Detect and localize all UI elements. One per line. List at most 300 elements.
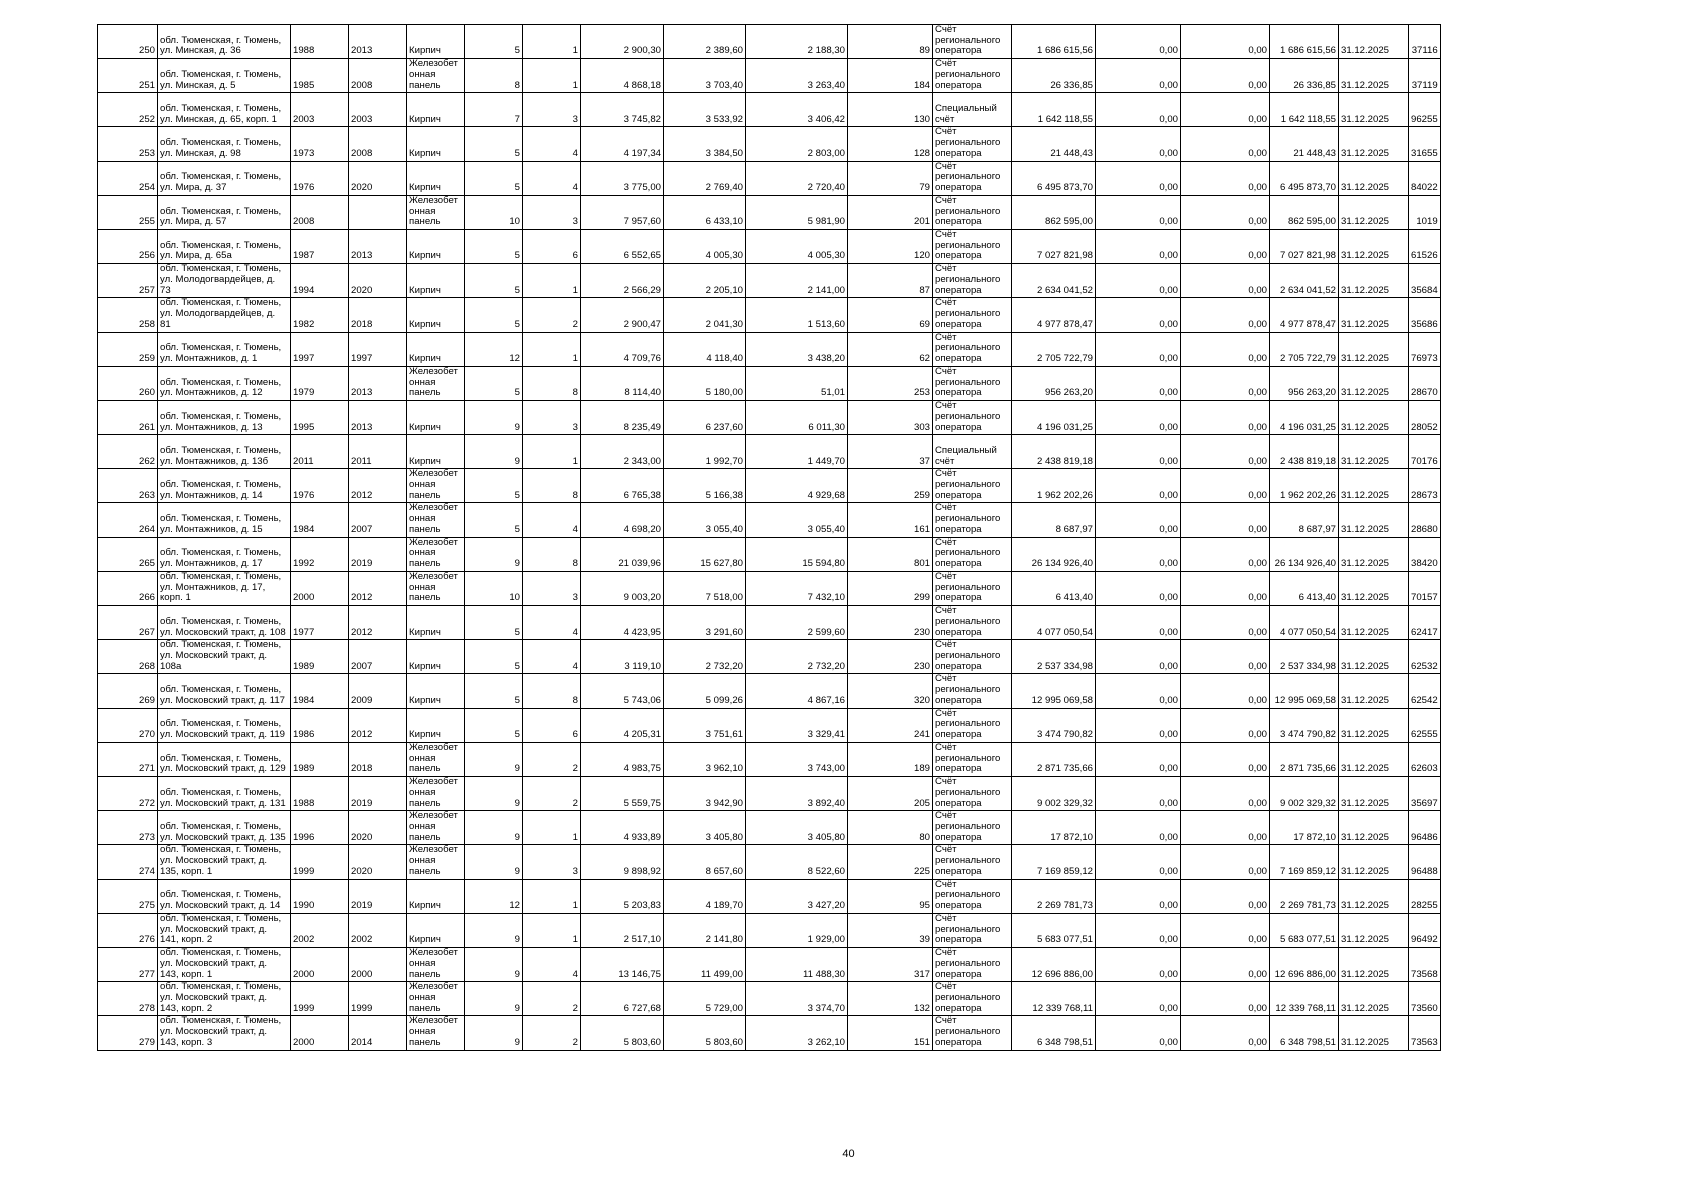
residents-cell: 120: [848, 230, 933, 264]
repair-year-cell: 2000: [349, 948, 407, 982]
wall-material-cell: Кирпич: [407, 127, 465, 161]
house-id-cell: 62555: [1409, 708, 1441, 742]
house-id-cell: 73563: [1409, 1016, 1441, 1050]
spent-cell: 0,00: [1181, 708, 1270, 742]
total-area-cell: 4 423,95: [581, 606, 664, 640]
date-cell: 31.12.2025: [1339, 777, 1409, 811]
row-number: 258: [98, 298, 158, 332]
build-year-cell: 1977: [291, 606, 349, 640]
house-id-cell: 62603: [1409, 742, 1441, 776]
address-cell: обл. Тюменская, г. Тюмень, ул. Московский тракт, д. 143, корп. 3: [158, 1016, 291, 1050]
floors-cell: 5: [465, 469, 523, 503]
address-cell: обл. Тюменская, г. Тюмень, ул. Монтажников, д. 15: [158, 503, 291, 537]
row-number: 270: [98, 708, 158, 742]
total-cell: 1 642 118,55: [1270, 93, 1339, 127]
owned-area-cell: 2 732,20: [746, 640, 848, 674]
build-year-cell: 1973: [291, 127, 349, 161]
repair-year-cell: 2011: [349, 435, 407, 469]
spent-cell: 0,00: [1181, 913, 1270, 947]
date-cell: 31.12.2025: [1339, 913, 1409, 947]
residents-cell: 79: [848, 161, 933, 195]
owned-area-cell: 3 329,41: [746, 708, 848, 742]
residents-cell: 184: [848, 59, 933, 93]
residents-cell: 189: [848, 742, 933, 776]
total-area-cell: 4 698,20: [581, 503, 664, 537]
repair-year-cell: 2003: [349, 93, 407, 127]
floors-cell: 12: [465, 332, 523, 366]
fund-account-cell: Счёт регионального оператора: [933, 469, 1012, 503]
date-cell: 31.12.2025: [1339, 230, 1409, 264]
address-cell: обл. Тюменская, г. Тюмень, ул. Минская, д. 65, корп. 1: [158, 93, 291, 127]
build-year-cell: 1986: [291, 708, 349, 742]
total-cell: 2 269 781,73: [1270, 879, 1339, 913]
living-area-cell: 2 769,40: [664, 161, 746, 195]
repair-year-cell: 1997: [349, 332, 407, 366]
entrances-cell: 4: [523, 127, 581, 161]
date-cell: 31.12.2025: [1339, 606, 1409, 640]
table-row: [98, 25, 1441, 59]
house-id-cell: 73568: [1409, 948, 1441, 982]
row-number: 266: [98, 571, 158, 605]
fund-account-cell: Счёт регионального оператора: [933, 298, 1012, 332]
owned-area-cell: 51,01: [746, 366, 848, 400]
total-area-cell: 3 119,10: [581, 640, 664, 674]
date-cell: 31.12.2025: [1339, 401, 1409, 435]
living-area-cell: 15 627,80: [664, 537, 746, 571]
debt-cell: 0,00: [1096, 982, 1181, 1016]
entrances-cell: 3: [523, 93, 581, 127]
floors-cell: 12: [465, 879, 523, 913]
owned-area-cell: 3 892,40: [746, 777, 848, 811]
residents-cell: 201: [848, 195, 933, 229]
total-area-cell: 9 003,20: [581, 571, 664, 605]
total-area-cell: 2 343,00: [581, 435, 664, 469]
date-cell: 31.12.2025: [1339, 982, 1409, 1016]
entrances-cell: 1: [523, 332, 581, 366]
total-area-cell: 2 900,47: [581, 298, 664, 332]
floors-cell: 9: [465, 948, 523, 982]
address-cell: обл. Тюменская, г. Тюмень, ул. Монтажников, д. 17: [158, 537, 291, 571]
residents-cell: 130: [848, 93, 933, 127]
debt-cell: 0,00: [1096, 93, 1181, 127]
repair-year-cell: [349, 195, 407, 229]
date-cell: 31.12.2025: [1339, 708, 1409, 742]
row-number: 254: [98, 161, 158, 195]
spent-cell: 0,00: [1181, 845, 1270, 879]
residents-cell: 317: [848, 948, 933, 982]
owned-area-cell: 2 803,00: [746, 127, 848, 161]
row-number: 256: [98, 230, 158, 264]
residents-cell: 320: [848, 674, 933, 708]
address-cell: обл. Тюменская, г. Тюмень, ул. Московский тракт, д. 143, корп. 2: [158, 982, 291, 1016]
total-cell: 6 348 798,51: [1270, 1016, 1339, 1050]
living-area-cell: 5 099,26: [664, 674, 746, 708]
floors-cell: 10: [465, 571, 523, 605]
table-row: [98, 879, 1441, 913]
spent-cell: 0,00: [1181, 127, 1270, 161]
row-number: 272: [98, 777, 158, 811]
row-number: 253: [98, 127, 158, 161]
repair-year-cell: 2019: [349, 537, 407, 571]
repair-year-cell: 2013: [349, 230, 407, 264]
build-year-cell: 2011: [291, 435, 349, 469]
owned-area-cell: 1 929,00: [746, 913, 848, 947]
house-id-cell: 37119: [1409, 59, 1441, 93]
total-area-cell: 5 743,06: [581, 674, 664, 708]
total-area-cell: 4 983,75: [581, 742, 664, 776]
debt-cell: 0,00: [1096, 298, 1181, 332]
debt-cell: 0,00: [1096, 264, 1181, 298]
repair-year-cell: 2008: [349, 59, 407, 93]
build-year-cell: 1985: [291, 59, 349, 93]
total-area-cell: 4 868,18: [581, 59, 664, 93]
owned-area-cell: 3 374,70: [746, 982, 848, 1016]
balance-cell: 6 413,40: [1012, 571, 1096, 605]
floors-cell: 5: [465, 674, 523, 708]
row-number: 275: [98, 879, 158, 913]
total-cell: 12 696 886,00: [1270, 948, 1339, 982]
owned-area-cell: 3 405,80: [746, 811, 848, 845]
living-area-cell: 3 962,10: [664, 742, 746, 776]
wall-material-cell: Железобет онная панель: [407, 59, 465, 93]
row-number: 274: [98, 845, 158, 879]
residents-cell: 230: [848, 606, 933, 640]
living-area-cell: 5 166,38: [664, 469, 746, 503]
address-cell: обл. Тюменская, г. Тюмень, ул. Московский тракт, д. 108: [158, 606, 291, 640]
entrances-cell: 3: [523, 845, 581, 879]
living-area-cell: 3 533,92: [664, 93, 746, 127]
date-cell: 31.12.2025: [1339, 332, 1409, 366]
floors-cell: 9: [465, 742, 523, 776]
fund-account-cell: Счёт регионального оператора: [933, 503, 1012, 537]
balance-cell: 17 872,10: [1012, 811, 1096, 845]
register-table: [97, 24, 1441, 1051]
total-cell: 956 263,20: [1270, 366, 1339, 400]
total-area-cell: 13 146,75: [581, 948, 664, 982]
balance-cell: 26 336,85: [1012, 59, 1096, 93]
balance-cell: 8 687,97: [1012, 503, 1096, 537]
floors-cell: 5: [465, 161, 523, 195]
total-cell: 6 495 873,70: [1270, 161, 1339, 195]
table-row: [98, 298, 1441, 332]
house-id-cell: 84022: [1409, 161, 1441, 195]
page-number: 40: [842, 1148, 855, 1160]
total-cell: 4 196 031,25: [1270, 401, 1339, 435]
fund-account-cell: Специальный счёт: [933, 93, 1012, 127]
debt-cell: 0,00: [1096, 1016, 1181, 1050]
entrances-cell: 3: [523, 195, 581, 229]
build-year-cell: 1979: [291, 366, 349, 400]
date-cell: 31.12.2025: [1339, 366, 1409, 400]
living-area-cell: 4 118,40: [664, 332, 746, 366]
total-cell: 7 169 859,12: [1270, 845, 1339, 879]
wall-material-cell: Железобет онная панель: [407, 503, 465, 537]
residents-cell: 205: [848, 777, 933, 811]
house-id-cell: 96486: [1409, 811, 1441, 845]
balance-cell: 2 438 819,18: [1012, 435, 1096, 469]
house-id-cell: 76973: [1409, 332, 1441, 366]
table-row: [98, 777, 1441, 811]
spent-cell: 0,00: [1181, 982, 1270, 1016]
row-number: 252: [98, 93, 158, 127]
balance-cell: 4 977 878,47: [1012, 298, 1096, 332]
build-year-cell: 1995: [291, 401, 349, 435]
repair-year-cell: 2008: [349, 127, 407, 161]
floors-cell: 9: [465, 845, 523, 879]
floors-cell: 5: [465, 127, 523, 161]
living-area-cell: 2 389,60: [664, 25, 746, 59]
house-id-cell: 31655: [1409, 127, 1441, 161]
balance-cell: 1 686 615,56: [1012, 25, 1096, 59]
debt-cell: 0,00: [1096, 59, 1181, 93]
entrances-cell: 8: [523, 469, 581, 503]
repair-year-cell: 2009: [349, 674, 407, 708]
row-number: 277: [98, 948, 158, 982]
total-cell: 8 687,97: [1270, 503, 1339, 537]
living-area-cell: 3 942,90: [664, 777, 746, 811]
entrances-cell: 3: [523, 401, 581, 435]
fund-account-cell: Счёт регионального оператора: [933, 161, 1012, 195]
total-area-cell: 6 552,65: [581, 230, 664, 264]
house-id-cell: 28255: [1409, 879, 1441, 913]
table-row: [98, 811, 1441, 845]
living-area-cell: 5 803,60: [664, 1016, 746, 1050]
total-cell: 2 634 041,52: [1270, 264, 1339, 298]
floors-cell: 5: [465, 708, 523, 742]
wall-material-cell: Кирпич: [407, 332, 465, 366]
total-cell: 9 002 329,32: [1270, 777, 1339, 811]
build-year-cell: 1997: [291, 332, 349, 366]
total-cell: 4 977 878,47: [1270, 298, 1339, 332]
debt-cell: 0,00: [1096, 503, 1181, 537]
balance-cell: 2 537 334,98: [1012, 640, 1096, 674]
debt-cell: 0,00: [1096, 913, 1181, 947]
total-cell: 1 962 202,26: [1270, 469, 1339, 503]
date-cell: 31.12.2025: [1339, 537, 1409, 571]
wall-material-cell: Кирпич: [407, 606, 465, 640]
build-year-cell: 1984: [291, 503, 349, 537]
address-cell: обл. Тюменская, г. Тюмень, ул. Монтажников, д. 14: [158, 469, 291, 503]
repair-year-cell: 2012: [349, 708, 407, 742]
spent-cell: 0,00: [1181, 640, 1270, 674]
balance-cell: 1 962 202,26: [1012, 469, 1096, 503]
floors-cell: 5: [465, 298, 523, 332]
fund-account-cell: Счёт регионального оператора: [933, 264, 1012, 298]
wall-material-cell: Железобет онная панель: [407, 777, 465, 811]
table-row: [98, 264, 1441, 298]
debt-cell: 0,00: [1096, 708, 1181, 742]
house-id-cell: 96492: [1409, 913, 1441, 947]
house-id-cell: 96488: [1409, 845, 1441, 879]
owned-area-cell: 3 055,40: [746, 503, 848, 537]
house-id-cell: 96255: [1409, 93, 1441, 127]
owned-area-cell: 2 720,40: [746, 161, 848, 195]
date-cell: 31.12.2025: [1339, 1016, 1409, 1050]
living-area-cell: 6 433,10: [664, 195, 746, 229]
build-year-cell: 1989: [291, 742, 349, 776]
entrances-cell: 2: [523, 742, 581, 776]
table-row: [98, 640, 1441, 674]
entrances-cell: 2: [523, 777, 581, 811]
debt-cell: 0,00: [1096, 742, 1181, 776]
entrances-cell: 1: [523, 59, 581, 93]
house-id-cell: 73560: [1409, 982, 1441, 1016]
debt-cell: 0,00: [1096, 571, 1181, 605]
build-year-cell: 1982: [291, 298, 349, 332]
owned-area-cell: 4 867,16: [746, 674, 848, 708]
build-year-cell: 1987: [291, 230, 349, 264]
date-cell: 31.12.2025: [1339, 93, 1409, 127]
spent-cell: 0,00: [1181, 811, 1270, 845]
owned-area-cell: 2 188,30: [746, 25, 848, 59]
table-row: [98, 127, 1441, 161]
total-cell: 7 027 821,98: [1270, 230, 1339, 264]
debt-cell: 0,00: [1096, 469, 1181, 503]
address-cell: обл. Тюменская, г. Тюмень, ул. Монтажников, д. 1: [158, 332, 291, 366]
residents-cell: 39: [848, 913, 933, 947]
row-number: 267: [98, 606, 158, 640]
entrances-cell: 6: [523, 230, 581, 264]
wall-material-cell: Железобет онная панель: [407, 742, 465, 776]
entrances-cell: 8: [523, 366, 581, 400]
total-cell: 2 438 819,18: [1270, 435, 1339, 469]
debt-cell: 0,00: [1096, 401, 1181, 435]
floors-cell: 9: [465, 982, 523, 1016]
address-cell: обл. Тюменская, г. Тюмень, ул. Московский тракт, д. 108а: [158, 640, 291, 674]
balance-cell: 7 169 859,12: [1012, 845, 1096, 879]
date-cell: 31.12.2025: [1339, 195, 1409, 229]
spent-cell: 0,00: [1181, 674, 1270, 708]
total-cell: 2 871 735,66: [1270, 742, 1339, 776]
wall-material-cell: Железобет онная панель: [407, 982, 465, 1016]
total-area-cell: 5 203,83: [581, 879, 664, 913]
residents-cell: 241: [848, 708, 933, 742]
living-area-cell: 3 703,40: [664, 59, 746, 93]
spent-cell: 0,00: [1181, 469, 1270, 503]
house-id-cell: 70176: [1409, 435, 1441, 469]
table-row: [98, 503, 1441, 537]
wall-material-cell: Кирпич: [407, 913, 465, 947]
house-id-cell: 37116: [1409, 25, 1441, 59]
owned-area-cell: 2 141,00: [746, 264, 848, 298]
repair-year-cell: 2018: [349, 298, 407, 332]
total-area-cell: 4 197,34: [581, 127, 664, 161]
floors-cell: 9: [465, 1016, 523, 1050]
fund-account-cell: Счёт регионального оператора: [933, 25, 1012, 59]
build-year-cell: 1988: [291, 777, 349, 811]
fund-account-cell: Счёт регионального оператора: [933, 230, 1012, 264]
debt-cell: 0,00: [1096, 230, 1181, 264]
spent-cell: 0,00: [1181, 503, 1270, 537]
total-area-cell: 6 727,68: [581, 982, 664, 1016]
debt-cell: 0,00: [1096, 127, 1181, 161]
living-area-cell: 4 189,70: [664, 879, 746, 913]
repair-year-cell: 2012: [349, 606, 407, 640]
living-area-cell: 3 055,40: [664, 503, 746, 537]
total-area-cell: 3 745,82: [581, 93, 664, 127]
repair-year-cell: 2020: [349, 845, 407, 879]
row-number: 265: [98, 537, 158, 571]
residents-cell: 230: [848, 640, 933, 674]
fund-account-cell: Счёт регионального оператора: [933, 127, 1012, 161]
residents-cell: 37: [848, 435, 933, 469]
total-area-cell: 5 559,75: [581, 777, 664, 811]
entrances-cell: 4: [523, 161, 581, 195]
repair-year-cell: 2018: [349, 742, 407, 776]
owned-area-cell: 2 599,60: [746, 606, 848, 640]
fund-account-cell: Счёт регионального оператора: [933, 571, 1012, 605]
debt-cell: 0,00: [1096, 606, 1181, 640]
date-cell: 31.12.2025: [1339, 640, 1409, 674]
debt-cell: 0,00: [1096, 366, 1181, 400]
spent-cell: 0,00: [1181, 93, 1270, 127]
total-area-cell: 4 709,76: [581, 332, 664, 366]
entrances-cell: 1: [523, 435, 581, 469]
build-year-cell: 1990: [291, 879, 349, 913]
owned-area-cell: 3 263,40: [746, 59, 848, 93]
debt-cell: 0,00: [1096, 845, 1181, 879]
build-year-cell: 1996: [291, 811, 349, 845]
residents-cell: 161: [848, 503, 933, 537]
living-area-cell: 8 657,60: [664, 845, 746, 879]
owned-area-cell: 3 427,20: [746, 879, 848, 913]
repair-year-cell: 2014: [349, 1016, 407, 1050]
repair-year-cell: 2007: [349, 503, 407, 537]
spent-cell: 0,00: [1181, 25, 1270, 59]
debt-cell: 0,00: [1096, 948, 1181, 982]
living-area-cell: 7 518,00: [664, 571, 746, 605]
total-area-cell: 2 900,30: [581, 25, 664, 59]
date-cell: 31.12.2025: [1339, 59, 1409, 93]
repair-year-cell: 2007: [349, 640, 407, 674]
row-number: 273: [98, 811, 158, 845]
residents-cell: 303: [848, 401, 933, 435]
entrances-cell: 2: [523, 1016, 581, 1050]
build-year-cell: 1984: [291, 674, 349, 708]
balance-cell: 4 077 050,54: [1012, 606, 1096, 640]
address-cell: обл. Тюменская, г. Тюмень, ул. Московский тракт, д. 131: [158, 777, 291, 811]
house-id-cell: 62532: [1409, 640, 1441, 674]
repair-year-cell: 2019: [349, 777, 407, 811]
wall-material-cell: Железобет онная панель: [407, 571, 465, 605]
owned-area-cell: 8 522,60: [746, 845, 848, 879]
living-area-cell: 2 141,80: [664, 913, 746, 947]
fund-account-cell: Счёт регионального оператора: [933, 195, 1012, 229]
address-cell: обл. Тюменская, г. Тюмень, ул. Мира, д. 57: [158, 195, 291, 229]
row-number: 278: [98, 982, 158, 1016]
address-cell: обл. Тюменская, г. Тюмень, ул. Минская, д. 98: [158, 127, 291, 161]
date-cell: 31.12.2025: [1339, 948, 1409, 982]
residents-cell: 151: [848, 1016, 933, 1050]
build-year-cell: 2002: [291, 913, 349, 947]
fund-account-cell: Счёт регионального оператора: [933, 606, 1012, 640]
build-year-cell: 1992: [291, 537, 349, 571]
total-cell: 26 134 926,40: [1270, 537, 1339, 571]
fund-account-cell: Счёт регионального оператора: [933, 708, 1012, 742]
address-cell: обл. Тюменская, г. Тюмень, ул. Московский тракт, д. 117: [158, 674, 291, 708]
fund-account-cell: Счёт регионального оператора: [933, 913, 1012, 947]
fund-account-cell: Счёт регионального оператора: [933, 640, 1012, 674]
address-cell: обл. Тюменская, г. Тюмень, ул. Молодогвардейцев, д. 81: [158, 298, 291, 332]
fund-account-cell: Счёт регионального оператора: [933, 332, 1012, 366]
debt-cell: 0,00: [1096, 674, 1181, 708]
total-area-cell: 7 957,60: [581, 195, 664, 229]
wall-material-cell: Кирпич: [407, 674, 465, 708]
total-area-cell: 9 898,92: [581, 845, 664, 879]
total-area-cell: 3 775,00: [581, 161, 664, 195]
row-number: 259: [98, 332, 158, 366]
entrances-cell: 1: [523, 811, 581, 845]
